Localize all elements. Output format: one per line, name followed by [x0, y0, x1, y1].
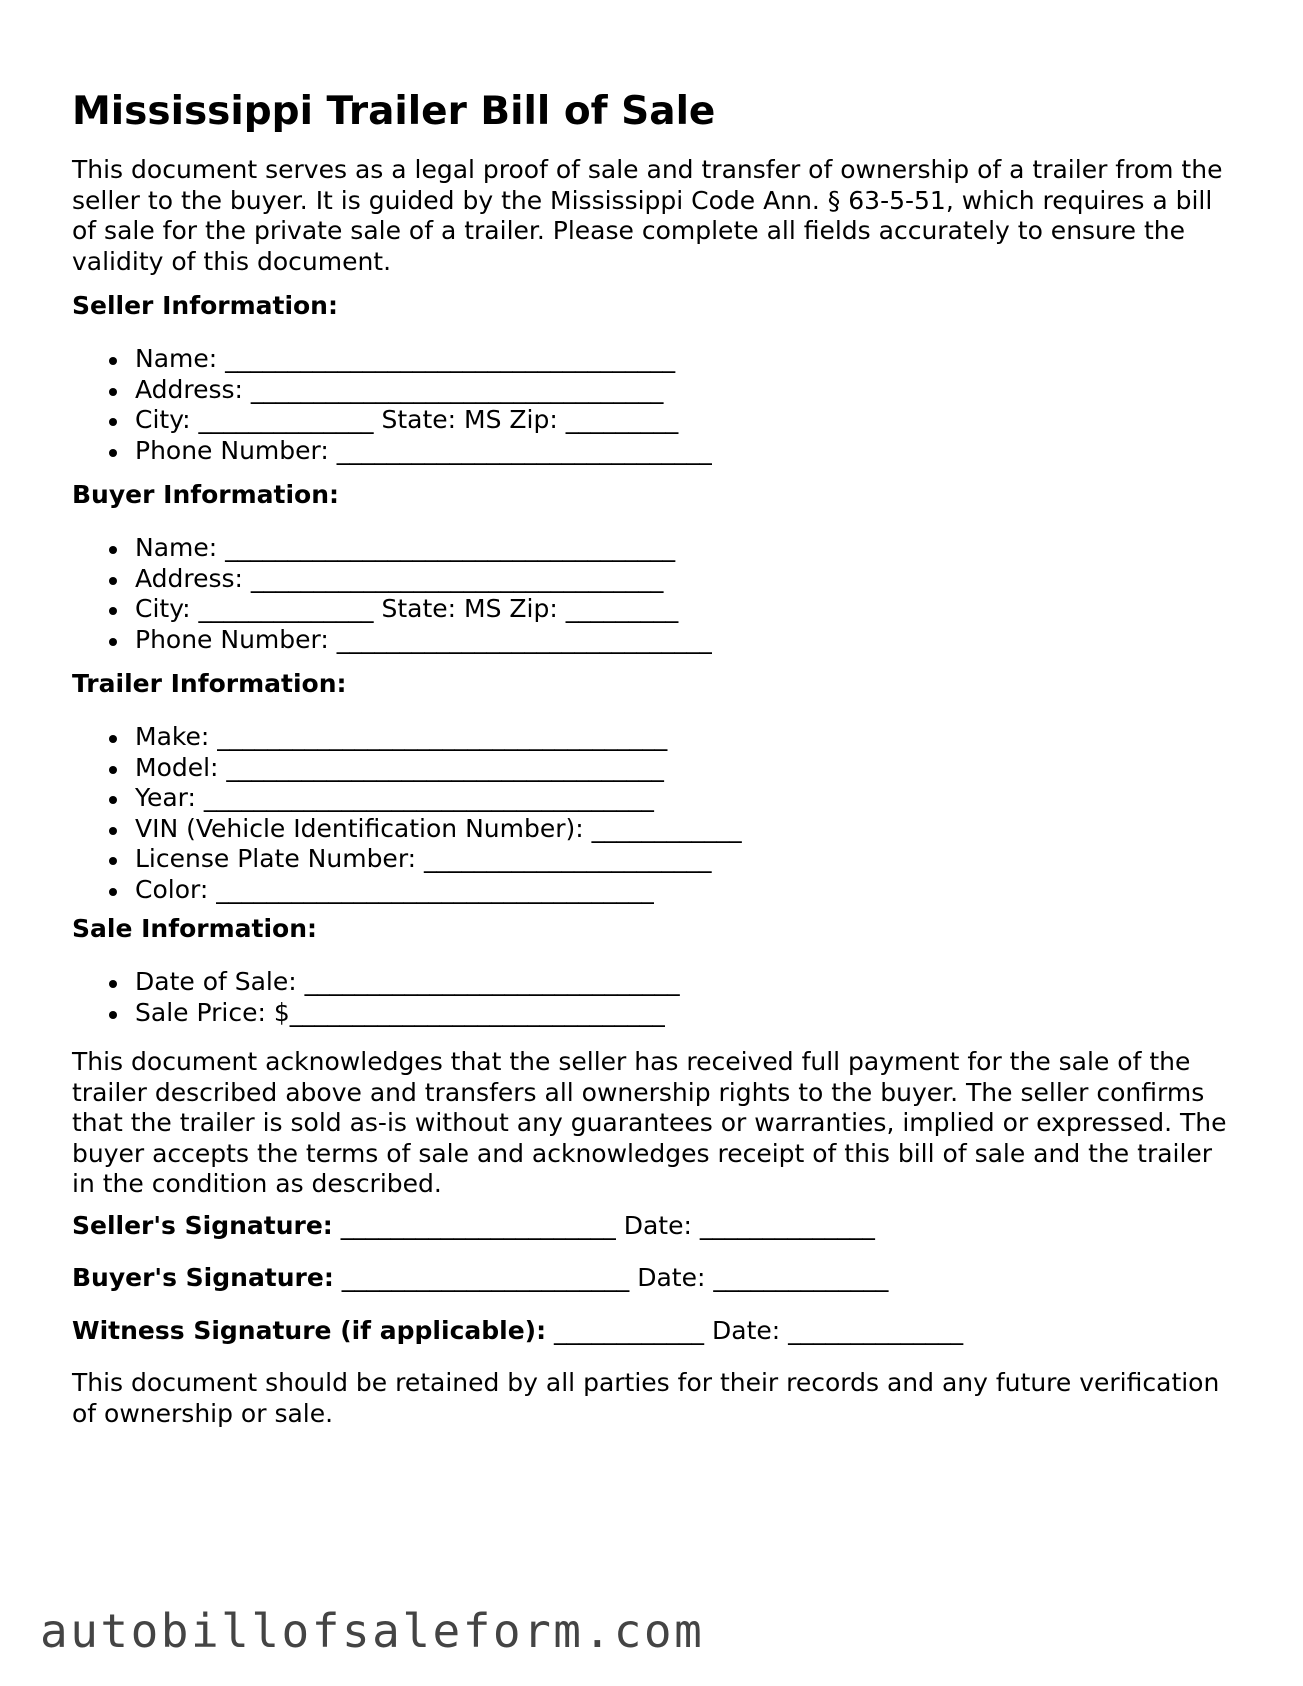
- trailer-year-field[interactable]: Year: ____________________________________: [72, 783, 742, 814]
- trailer-vin-field[interactable]: VIN (Vehicle Identification Number): ____________: [72, 814, 742, 845]
- sale-price-field[interactable]: Sale Price: $______________________________: [72, 998, 680, 1029]
- seller-signature-label: Seller's Signature:: [72, 1211, 333, 1240]
- intro-paragraph: This document serves as a legal proof of sale and transfer of ownership of a trailer from the seller to the buyer. It is guided by the Mississippi Code Ann. § 63-5-51, which requires a bill of sale for the private sale of a trailer. Please complete all fields accurately to ensure the validity of this document.: [72, 155, 1223, 276]
- seller-signature-blank[interactable]: ______________________ Date: ______________: [332, 1211, 875, 1240]
- buyer-signature-blank[interactable]: _______________________ Date: ______________: [333, 1263, 889, 1292]
- trailer-plate-field[interactable]: License Plate Number: _______________________: [72, 844, 742, 875]
- seller-name-field[interactable]: Name: ____________________________________: [72, 344, 712, 375]
- seller-address-field[interactable]: Address: _________________________________: [72, 375, 712, 406]
- sale-fields: [72, 967, 680, 1028]
- buyer-address-field[interactable]: Address: _________________________________: [72, 564, 712, 595]
- buyer-name-field[interactable]: Name: ____________________________________: [72, 533, 712, 564]
- seller-phone-field[interactable]: Phone Number: ______________________________: [72, 436, 712, 467]
- buyer-phone-field[interactable]: Phone Number: ______________________________: [72, 625, 712, 656]
- trailer-fields: [72, 722, 742, 905]
- witness-signature-blank[interactable]: ____________ Date: ______________: [546, 1316, 964, 1345]
- sale-heading: Sale Information:: [72, 914, 317, 943]
- trailer-color-field[interactable]: Color: ___________________________________: [72, 875, 742, 906]
- seller-fields: [72, 344, 712, 466]
- trailer-heading: Trailer Information:: [72, 669, 347, 698]
- buyer-city-state-zip-field[interactable]: City: ______________ State: MS Zip: _________: [72, 594, 712, 625]
- acknowledgment-paragraph: This document acknowledges that the seller has received full payment for the sale of the trailer described above and transfers all ownership rights to the buyer. The seller confirms that the trailer is sold as-is without any guarantees or warranties, implied or expressed. The buyer accepts the terms of sale and acknowledges receipt of this bill of sale and the trailer in the condition as described.: [72, 1047, 1227, 1198]
- witness-signature-line[interactable]: [72, 1316, 963, 1346]
- buyer-fields: [72, 533, 712, 655]
- buyer-heading: Buyer Information:: [72, 480, 340, 509]
- document-title: Mississippi Trailer Bill of Sale: [72, 89, 716, 134]
- trailer-make-field[interactable]: Make: ____________________________________: [72, 722, 742, 753]
- seller-signature-line[interactable]: [72, 1211, 875, 1241]
- site-watermark: autobillofsaleform.com: [40, 1604, 705, 1658]
- seller-heading: Seller Information:: [72, 291, 338, 320]
- seller-city-state-zip-field[interactable]: City: ______________ State: MS Zip: _________: [72, 405, 712, 436]
- trailer-model-field[interactable]: Model: ___________________________________: [72, 753, 742, 784]
- closing-paragraph: This document should be retained by all parties for their records and any future verification of ownership or sale.: [72, 1368, 1220, 1428]
- witness-signature-label: Witness Signature (if applicable):: [72, 1316, 547, 1345]
- sale-date-field[interactable]: Date of Sale: ______________________________: [72, 967, 680, 998]
- buyer-signature-line[interactable]: [72, 1263, 888, 1293]
- buyer-signature-label: Buyer's Signature:: [72, 1263, 334, 1292]
